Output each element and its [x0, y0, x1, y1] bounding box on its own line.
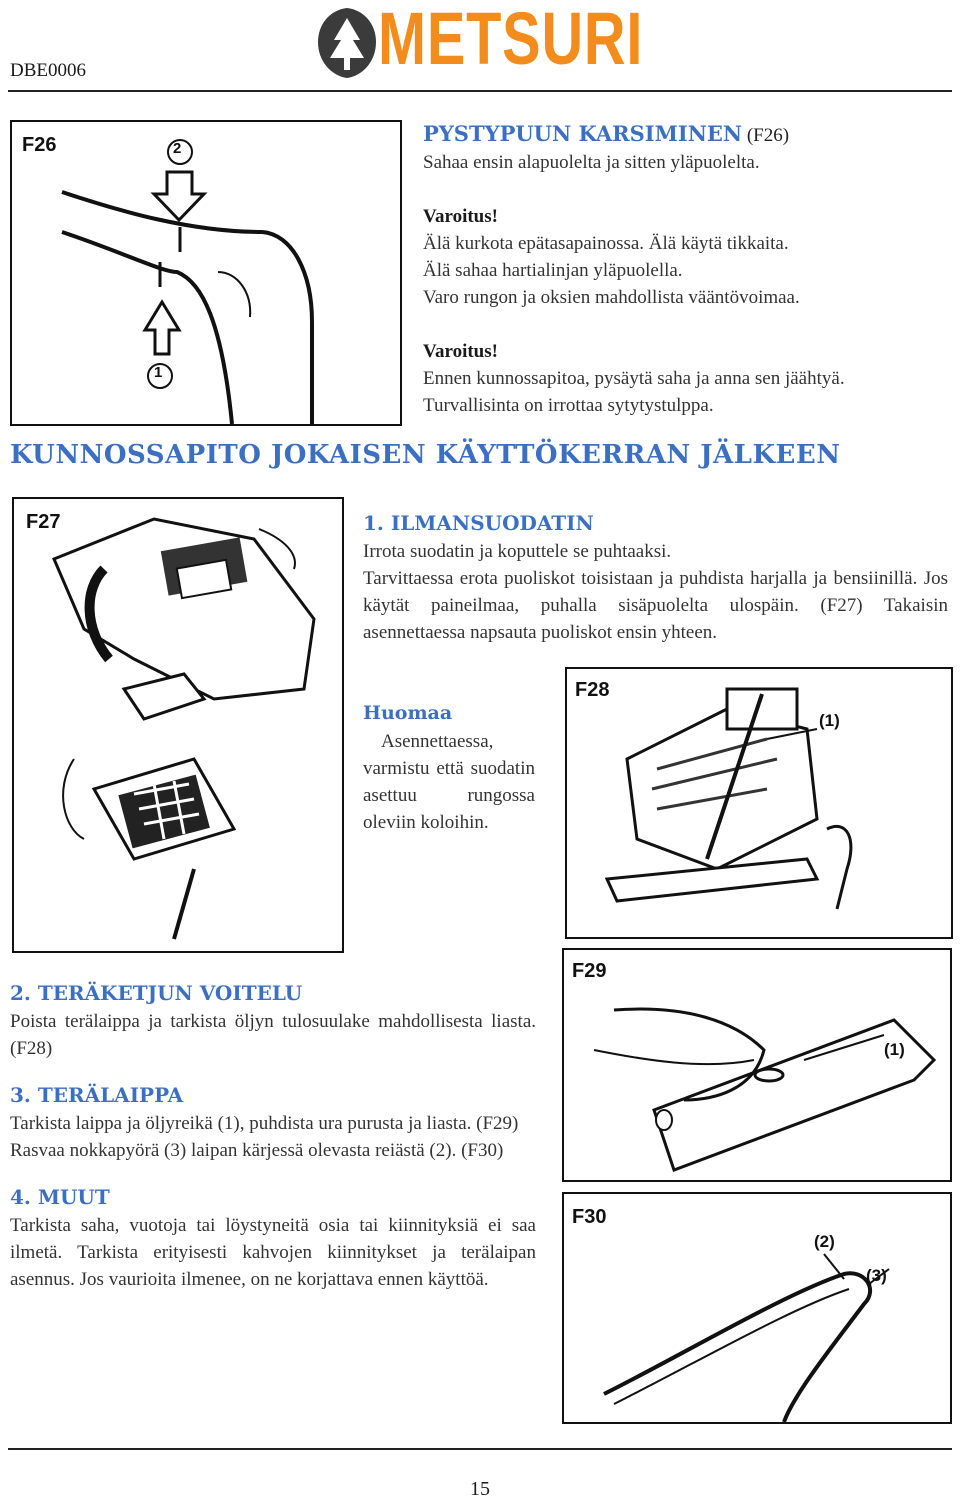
pruning-title: PYSTYPUUN KARSIMINEN [423, 121, 743, 146]
oil-outlet-illustration [567, 669, 951, 937]
footer-rule [8, 1448, 952, 1450]
item-1-title: 1. ILMANSUODATIN [363, 511, 594, 535]
document-id: DBE0006 [10, 60, 86, 81]
figure-label: F30 [572, 1206, 607, 1228]
warning-title-2: Varoitus! [423, 341, 498, 362]
figure-label: F26 [22, 134, 57, 156]
pruning-title-ref: (F26) [742, 125, 790, 146]
item-2-text: Poista terälaippa ja tarkista öljyn tulosuulake mahdollisesta liasta.(F28) [10, 1011, 536, 1059]
item-air-filter [363, 508, 948, 646]
warning-line: Ennen kunnossapitoa, pysäytä saha ja anna sen jäähtyä. [423, 368, 845, 389]
guide-bar-oil-hole-illustration [564, 950, 950, 1180]
page-number: 15 [470, 1478, 490, 1500]
header-rule [8, 90, 952, 92]
item-1-intro: Irrota suodatin ja koputtele se puhtaaksi. [363, 541, 672, 562]
warning-line: Älä sahaa hartialinjan yläpuolella. [423, 260, 683, 281]
callout-p1: (1) [884, 1040, 905, 1059]
item-4-text: Tarkista saha, vuotoja tai löystyneitä osia tai kiinnityksiä ei saa ilmetä. Tarkista erityisesti kahvojen kiinnitykset ja terälaipan asennus. Jos vaurioita ilmenee, on ne korjattava ennen käyttöä. [10, 1215, 536, 1290]
note-title: Huomaa [363, 702, 453, 724]
guide-bar-tip-illustration [564, 1194, 950, 1422]
warning-line: Varo rungon ja oksien mahdollista vääntövoimaa. [423, 287, 800, 308]
figure-f28 [565, 667, 953, 939]
callout-p1: (1) [819, 711, 840, 730]
callout-p3: (3) [866, 1266, 887, 1285]
note-text: Asennettaessa, varmistu että suodatin asettuu rungossa oleviin koloihin. [363, 731, 535, 833]
figure-label: F27 [26, 511, 61, 533]
item-4-title: 4. MUUT [10, 1185, 110, 1209]
item-2-title: 2. TERÄKETJUN VOITELU [10, 981, 303, 1005]
figure-f30 [562, 1192, 952, 1424]
figure-label: F28 [575, 679, 610, 701]
pruning-instruction: Sahaa ensin alapuolelta ja sitten yläpuolelta. [423, 152, 760, 173]
item-1-paragraph: Tarvittaessa erota puoliskot toisistaan ja puhdista harjalla ja bensiinillä. Jos käytät paineilmaa, puhalla sisäpuolelta ulospäin. (F27) Takaisin asennettaessa napsauta puoliskot ensin yhteen. [363, 568, 948, 643]
item-3-text-2: Rasvaa nokkapyörä (3) laipan kärjessä olevasta reiästä (2). (F30) [10, 1140, 504, 1161]
warning-line: Turvallisinta on irrottaa sytytystulppa. [423, 395, 714, 416]
air-filter-illustration [14, 499, 342, 951]
item-3-title: 3. TERÄLAIPPA [10, 1083, 184, 1107]
figure-f27 [12, 497, 344, 953]
note-box [363, 698, 535, 836]
callout-1: 1 [154, 364, 163, 381]
callout-2: 2 [173, 140, 182, 157]
figure-f26 [10, 120, 402, 426]
pruning-illustration [12, 122, 400, 424]
figure-label: F29 [572, 960, 607, 982]
callout-p2: (2) [814, 1232, 835, 1251]
items-lower [10, 978, 536, 1293]
tree-emblem-icon [312, 4, 382, 86]
maintenance-title: KUNNOSSAPITO JOKAISEN KÄYTTÖKERRAN JÄLKEEN [10, 440, 841, 470]
warning-line: Älä kurkota epätasapainossa. Älä käytä tikkaita. [423, 233, 789, 254]
item-3-text-1: Tarkista laippa ja öljyreikä (1), puhdista ura purusta ja liasta. (F29) [10, 1113, 519, 1134]
figure-f29 [562, 948, 952, 1182]
warning-title-1: Varoitus! [423, 206, 498, 227]
logo-wordmark: METSURI [378, 0, 644, 80]
pruning-heading [423, 120, 953, 149]
pruning-section [423, 120, 953, 419]
